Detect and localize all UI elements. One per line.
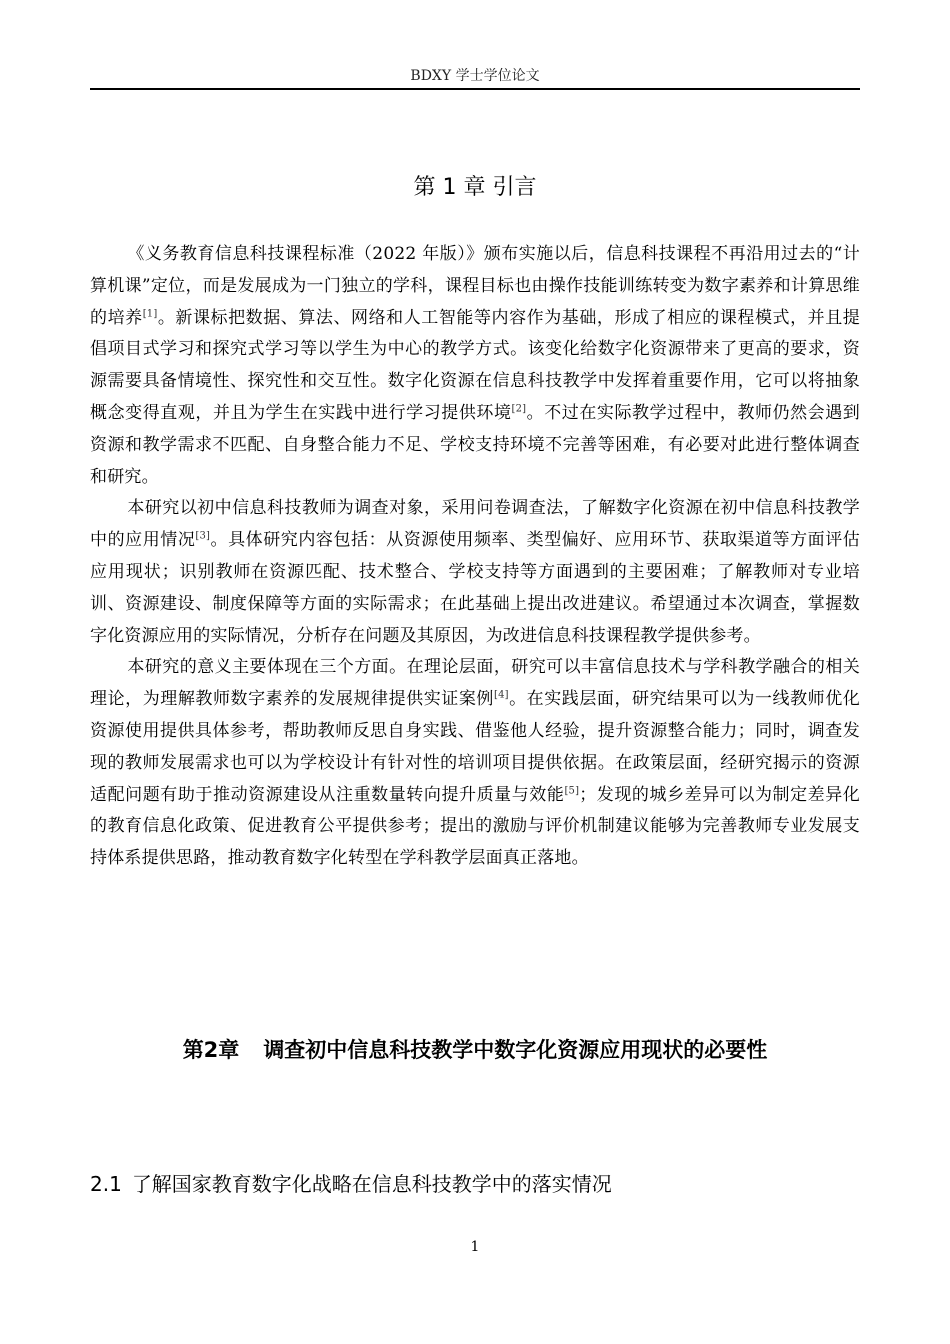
chapter-2-heading-text: 调查初中信息科技教学中数字化资源应用现状的必要性	[263, 1038, 768, 1062]
section-number: 2.1	[90, 1172, 122, 1196]
chapter-2-title	[90, 1034, 860, 1066]
body-paragraph	[90, 239, 860, 493]
header-divider	[90, 88, 860, 90]
running-header: BDXY 学士学位论文	[410, 68, 540, 84]
paragraph-text: 本研究的意义主要体现在三个方面。在理论层面，研究可以丰富信息技术与学科教学融合的相关理论，为理解教师数字素养的发展规律提供实证案例	[90, 657, 860, 710]
body-paragraph	[90, 493, 860, 652]
section-heading-text: 了解国家教育数字化战略在信息科技教学中的落实情况	[131, 1172, 612, 1196]
chapter-2-number: 第2章	[182, 1038, 240, 1062]
chapter-1-title: 第 1 章 引言	[413, 175, 537, 200]
page-number: 1	[470, 1239, 480, 1255]
paragraph-text: 本研究以初中信息科技教师为调查对象，采用问卷调查法，了解数字化资源在初中信息科技教学中的应用情况	[90, 498, 860, 551]
paragraph-text: 。具体研究内容包括：从资源使用频率、类型偏好、应用环节、获取渠道等方面评估应用现状；识别教师在资源匹配、技术整合、学校支持等方面遇到的主要困难；了解教师对专业培训、资源建设、制度保障等方面的实际需求；在此基础上提出改进建议。希望通过本次调查，掌握数字化资源应用的实际情况，分析存在问题及其原因，为改进信息科技课程教学提供参考。	[90, 530, 860, 646]
paragraph-text: 。新课标把数据、算法、网络和人工智能等内容作为基础，形成了相应的课程模式，并且提倡项目式学习和探究式学习等以学生为中心的教学方式。该变化给数字化资源带来了更高的要求，资源需要具备情境性、探究性和交互性。数字化资源在信息科技教学中发挥着重要作用，它可以将抽象概念变得直观，并且为学生在实践中进行学习提供环境	[90, 307, 861, 423]
citation-ref: [1]	[142, 307, 158, 319]
section-2-1-title	[90, 1168, 860, 1200]
paragraph-text: ；发现的城乡差异可以为制定差异化的教育信息化政策、促进教育公平提供参考；提出的激励与评价机制建议能够为完善教师专业发展支持体系提供思路，推动教育数字化转型在学科教学层面真正落地。	[90, 784, 860, 869]
chapter-1-body	[90, 239, 860, 875]
paragraph-text: 。不过在实际教学过程中，教师仍然会遇到资源和教学需求不匹配、自身整合能力不足、学校支持环境不完善等困难，有必要对此进行整体调查和研究。	[90, 402, 860, 487]
paragraph-text: 。在实践层面，研究结果可以为一线教师优化资源使用提供具体参考，帮助教师反思自身实践、借鉴他人经验，提升资源整合能力；同时，调查发现的教师发展需求也可以为学校设计有针对性的培训项目提供依据。在政策层面，经研究揭示的资源适配问题有助于推动资源建设从注重数量转向提升质量与效能	[90, 689, 861, 805]
body-paragraph	[90, 652, 860, 875]
citation-ref: [2]	[511, 403, 527, 415]
citation-ref: [4]	[493, 689, 509, 701]
citation-ref: [5]	[564, 784, 580, 796]
citation-ref: [3]	[195, 530, 211, 542]
paragraph-text: 《义务教育信息科技课程标准（2022 年版）》颁布实施以后，信息科技课程不再沿用过去的“计算机课”定位，而是发展成为一门独立的学科，课程目标也由操作技能训练转变为数字素养和计算思维的培养	[90, 244, 860, 328]
